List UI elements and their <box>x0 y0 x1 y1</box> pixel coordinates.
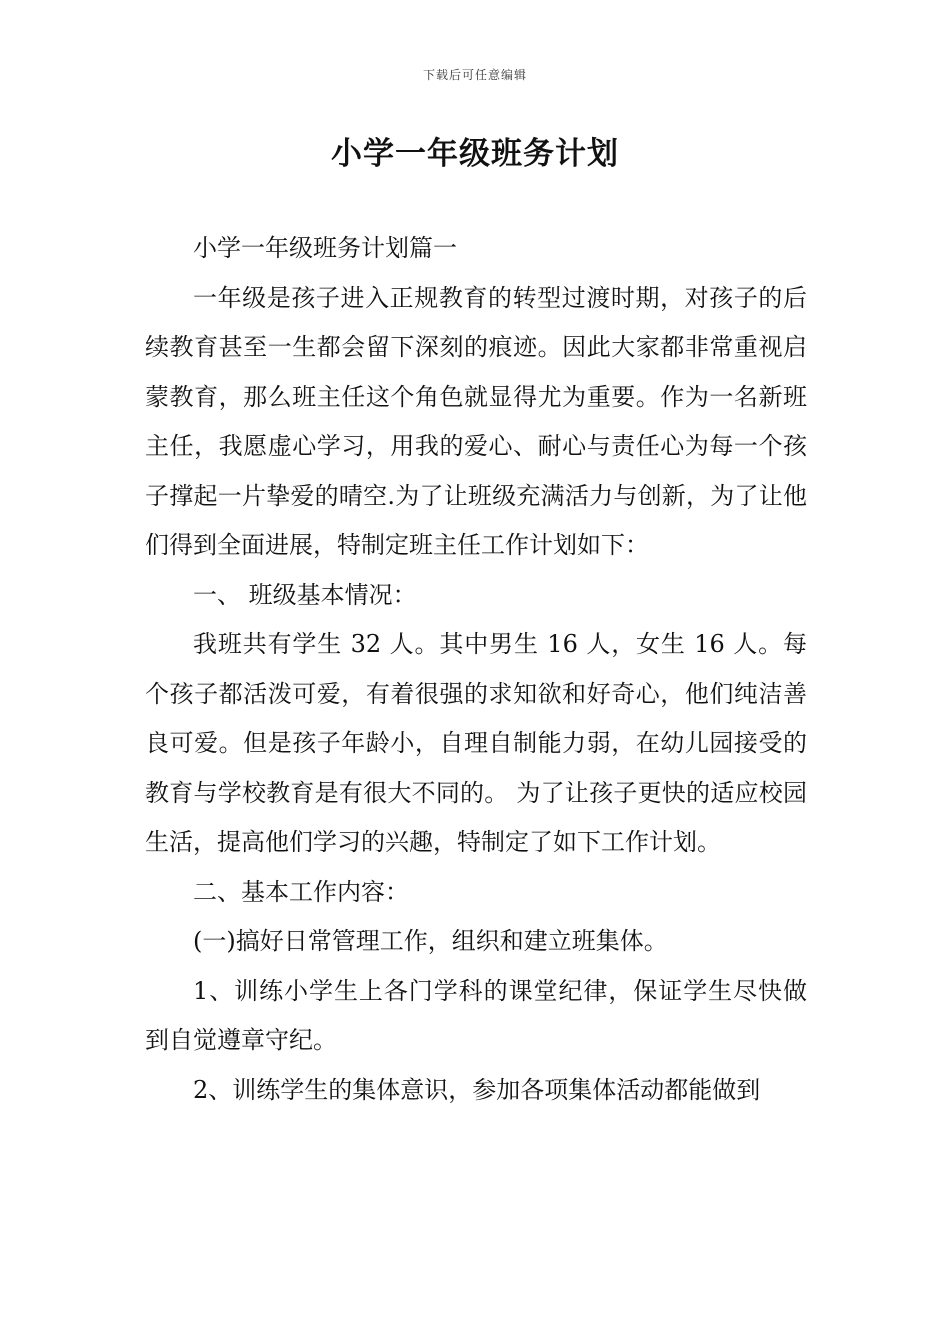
paragraph: 1、训练小学生上各门学科的课堂纪律，保证学生尽快做到自觉遵章守纪。 <box>145 976 807 1054</box>
section-heading: 二、基本工作内容： <box>193 877 409 906</box>
paragraph: 一年级是孩子进入正规教育的转型过渡时期，对孩子的后续教育甚至一生都会留下深刻的痕迹。因此大家都非常重视启蒙教育，那么班主任这个角色就显得尤为重要。作为一名新班主任，我愿虚心学习，用我的爱心、耐心与责任心为每一个孩子撑起一片挚爱的晴空.为了让班级充满活力与创新，为了让他们得到全面进展，特制定班主任工作计划如下： <box>145 283 807 559</box>
paragraph: 2、训练学生的集体意识，参加各项集体活动都能做到 <box>193 1075 761 1104</box>
document-title: 小学一年级班务计划 <box>331 136 619 172</box>
paragraph: (一)搞好日常管理工作，组织和建立班集体。 <box>193 927 668 955</box>
paragraph: 我班共有学生 32 人。其中男生 16 人，女生 16 人。每个孩子都活泼可爱，有着很强的求知欲和好奇心，他们纯洁善良可爱。但是孩子年龄小，自理自制能力弱，在幼儿园接受的教育与学校教育是有很大不同的。 为了让孩子更快的适应校园生活，提高他们学习的兴趣，特制定了如下工作计划。 <box>145 630 807 856</box>
section-heading: 小学一年级班务计划篇一 <box>193 234 457 262</box>
section-heading: 一、 班级基本情况： <box>193 580 417 609</box>
document-body <box>145 224 807 1115</box>
header-note: 下载后可任意编辑 <box>422 68 527 82</box>
